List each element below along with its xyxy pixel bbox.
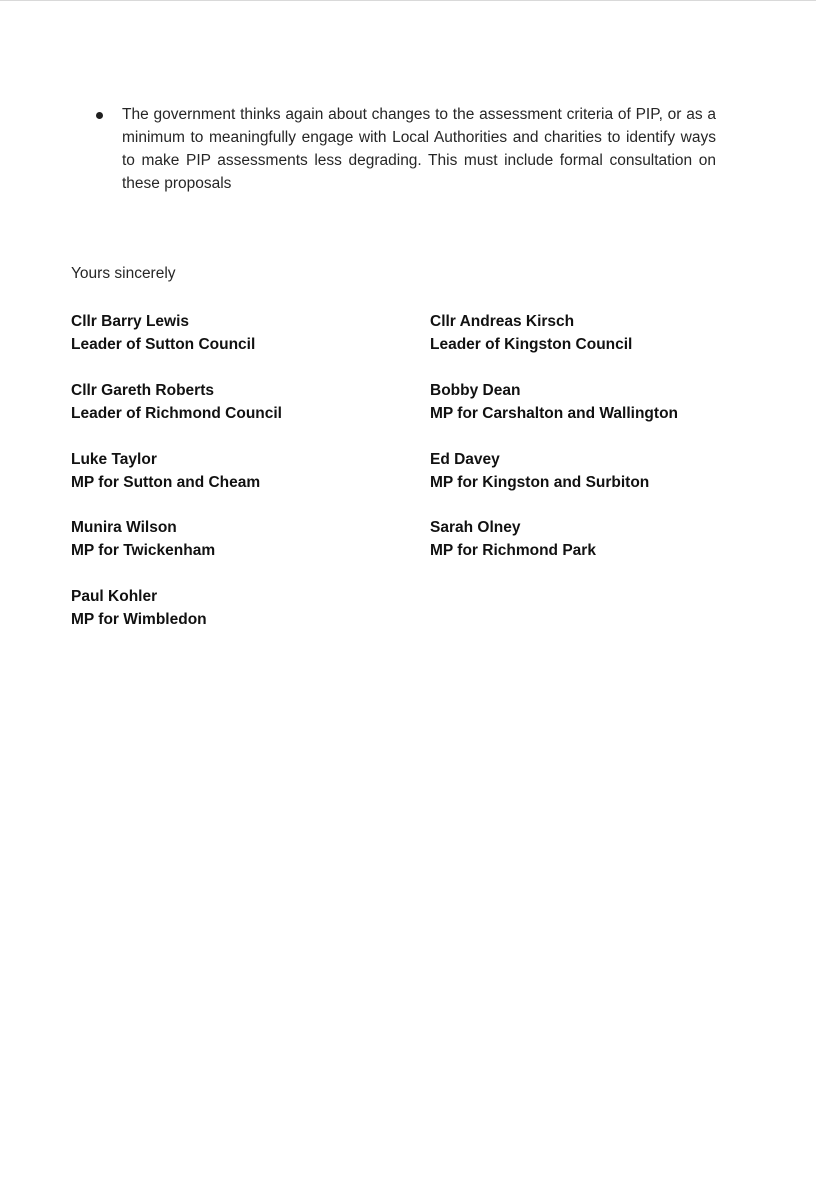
signatory-role: MP for Twickenham	[71, 542, 216, 559]
bullet-list-item	[96, 103, 716, 195]
signatory	[71, 310, 411, 356]
signatory-role: MP for Kingston and Surbiton	[430, 474, 650, 491]
signatory-name: Bobby Dean	[430, 382, 521, 399]
signatory	[430, 379, 770, 425]
signatory-name: Ed Davey	[430, 451, 500, 468]
signatory	[71, 379, 411, 425]
signatory-name: Cllr Barry Lewis	[71, 313, 190, 330]
signatory	[430, 516, 770, 562]
signatory-name: Cllr Gareth Roberts	[71, 382, 214, 399]
signatory-role: MP for Carshalton and Wallington	[430, 405, 678, 422]
closing-salutation: Yours sincerely	[71, 265, 176, 282]
signatory	[71, 448, 411, 494]
bullet-text: The government thinks again about changes to the assessment criteria of PIP, or as a minimum to meaningfully engage with Local Authorities and charities to identify ways to make PIP assessments less degrading. This must include formal consultation on these proposals	[122, 106, 716, 192]
signatory-role: MP for Richmond Park	[430, 542, 596, 559]
signatory-name: Cllr Andreas Kirsch	[430, 313, 575, 330]
signatory-role: Leader of Kingston Council	[430, 336, 633, 353]
signatory	[71, 516, 411, 562]
signatory-name: Paul Kohler	[71, 588, 158, 605]
signatory-role: Leader of Richmond Council	[71, 405, 282, 422]
signatory	[430, 310, 770, 356]
signatory-name: Sarah Olney	[430, 519, 521, 536]
signatory-name: Luke Taylor	[71, 451, 157, 468]
page-top-edge	[0, 0, 816, 1]
signatory-name: Munira Wilson	[71, 519, 177, 536]
bullet-point-icon	[96, 112, 103, 119]
signatory-role: MP for Wimbledon	[71, 611, 207, 628]
signatory-role: Leader of Sutton Council	[71, 336, 256, 353]
signatory	[71, 585, 411, 631]
signatory-role: MP for Sutton and Cheam	[71, 474, 261, 491]
signatory	[430, 448, 770, 494]
